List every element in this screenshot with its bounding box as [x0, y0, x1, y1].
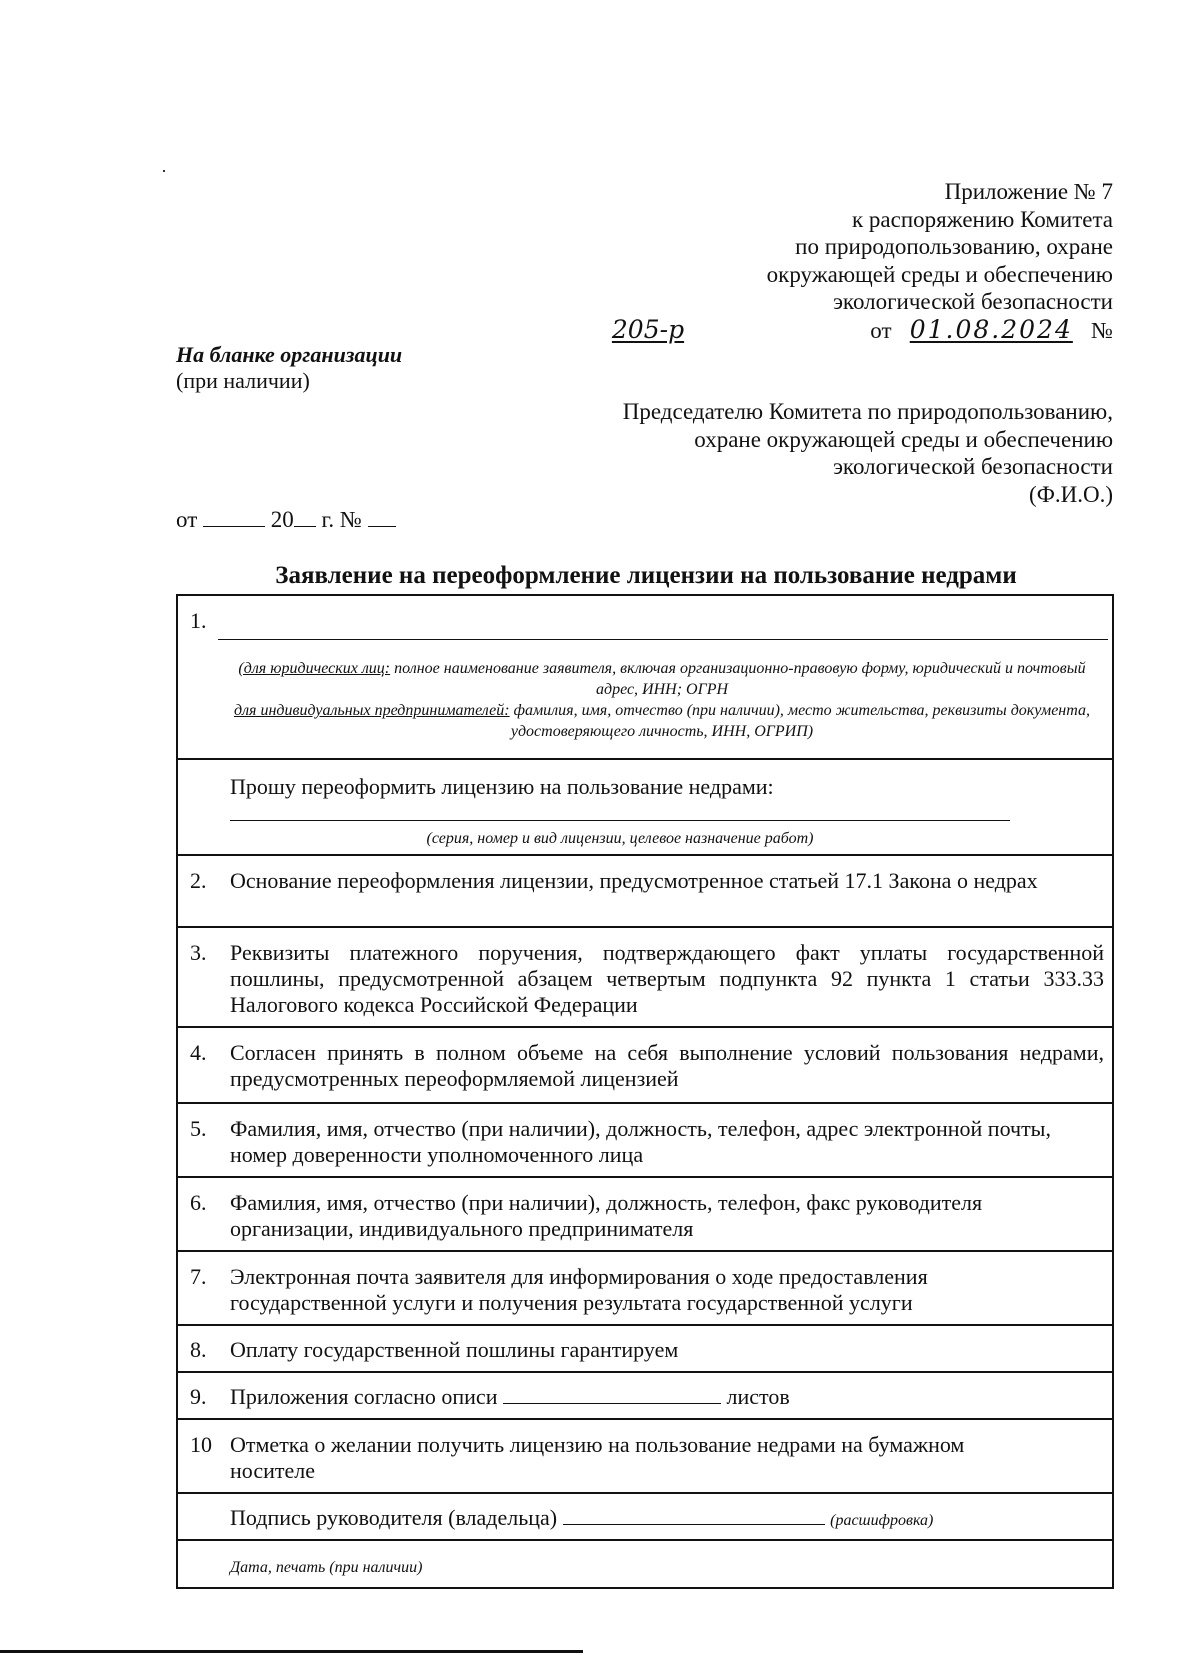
form-row-2	[178, 856, 1112, 928]
row-number: 2.	[190, 868, 207, 893]
hint-legal-entities-text: полное наименование заявителя, включая организационно-правовую форму, юридический и почтовый адрес, ИНН; ОГРН	[390, 660, 1086, 698]
row-text: Отметка о желании получить лицензию на пользование недрами на бумажном носителе	[230, 1432, 965, 1483]
license-details-hint: (серия, номер и вид лицензии, целевое назначение работ)	[426, 830, 814, 847]
row-number: 8.	[190, 1337, 207, 1362]
year-prefix: 20	[270, 507, 294, 532]
date-stamp-label: Дата, печать (при наличии)	[230, 1559, 423, 1576]
attachments-label: Приложения согласно описи	[230, 1384, 498, 1409]
page-bottom-rule	[0, 1650, 583, 1653]
recipient-line: охране окружающей среды и обеспечению	[694, 426, 1113, 452]
row-number: 9.	[190, 1384, 207, 1409]
application-form-table	[176, 594, 1114, 1589]
row-number: 7.	[190, 1264, 207, 1289]
signature-field[interactable]	[563, 1506, 825, 1525]
row-text: Основание переоформления лицензии, предусмотренное статьей 17.1 Закона о недрах	[230, 868, 1038, 893]
row-text: Согласен принять в полном объеме на себя выполнение условий пользования недрами, предусмотренных переоформляемой лицензией	[230, 1040, 1104, 1091]
form-row-4	[178, 1028, 1112, 1104]
form-row-signature	[178, 1494, 1112, 1541]
organization-letterhead-note	[176, 342, 402, 394]
form-row-10	[178, 1420, 1112, 1494]
annex-number-handwritten: 205-р	[611, 314, 685, 344]
hint-entrepreneurs-text: фамилия, имя, отчество (при наличии), место жительства, реквизиты документа, удостоверяющего личность, ИНН, ОГРИП)	[509, 702, 1090, 740]
hint-entrepreneurs-label: для индивидуальных предпринимателей:	[233, 702, 510, 719]
letterhead-title: На бланке организации	[176, 342, 403, 367]
license-details-field[interactable]	[230, 820, 1010, 821]
row-text: Реквизиты платежного поручения, подтверждающего факт уплаты государственной пошлины, предусмотренной абзацем четвертым подпункта 92 пункта 1 статьи 333.33 Налогового кодекса Российской Федерации	[230, 940, 1104, 1017]
row-text: Оплату государственной пошлины гарантируем	[230, 1337, 679, 1362]
form-row-1	[178, 596, 1112, 760]
annex-line: экологической безопасности	[833, 289, 1113, 314]
row-text: Фамилия, имя, отчество (при наличии), должность, телефон, адрес электронной почты, номер доверенности уполномоченного лица	[230, 1116, 1051, 1167]
attachments-sheets-field[interactable]	[503, 1385, 721, 1404]
annex-line: по природопользованию, охране	[795, 234, 1113, 259]
signature-decoding-hint: (расшифровка)	[830, 1512, 934, 1529]
applicant-name-field[interactable]	[218, 639, 1108, 640]
recipient-block	[493, 398, 1113, 508]
recipient-line: экологической безопасности	[833, 454, 1113, 479]
number-prefix: г. №	[321, 507, 362, 532]
annex-date-handwritten: 01.08.2024	[909, 314, 1073, 344]
annex-number-prefix: №	[1091, 317, 1113, 343]
annex-line: Приложение № 7	[944, 179, 1113, 204]
row-number: 10	[190, 1432, 212, 1457]
hint-legal-entities-label: (для юридических лиц:	[238, 660, 391, 677]
form-row-request	[178, 760, 1112, 856]
row-text: Электронная почта заявителя для информирования о ходе предоставления государственной услуги и получения результата государственной услуги	[230, 1264, 928, 1315]
form-row-5	[178, 1104, 1112, 1178]
annex-header	[593, 178, 1113, 344]
row-number: 6.	[190, 1190, 207, 1215]
signature-label: Подпись руководителя (владельца)	[230, 1505, 558, 1530]
row-number: 4.	[190, 1040, 207, 1065]
recipient-line: Председателю Комитета по природопользованию,	[622, 399, 1113, 424]
letterhead-subtitle: (при наличии)	[176, 368, 310, 393]
document-title: Заявление на переоформление лицензии на пользование недрами	[275, 562, 1017, 589]
row-number: 5.	[190, 1116, 207, 1141]
annex-date-number-line	[593, 316, 1113, 345]
recipient-line: (Ф.И.О.)	[1029, 481, 1113, 507]
request-text: Прошу переоформить лицензию на пользование недрами:	[230, 774, 774, 799]
form-row-date-stamp	[178, 1541, 1112, 1587]
row-text	[230, 1384, 1104, 1410]
form-row-7	[178, 1252, 1112, 1326]
row-number: 3.	[190, 940, 207, 965]
annex-from-prefix: от	[870, 317, 892, 343]
row-text: Фамилия, имя, отчество (при наличии), должность, телефон, факс руководителя организации, индивидуального предпринимателя	[230, 1190, 983, 1241]
form-row-8	[178, 1326, 1112, 1373]
annex-line: к распоряжению Комитета	[852, 206, 1113, 232]
from-prefix: от	[176, 507, 198, 532]
form-row-6	[178, 1178, 1112, 1252]
form-row-9	[178, 1373, 1112, 1420]
annex-line: окружающей среды и обеспечению	[766, 261, 1113, 287]
scan-speck	[163, 170, 165, 172]
date-blank[interactable]	[203, 508, 265, 527]
form-row-3	[178, 928, 1112, 1028]
number-blank[interactable]	[368, 508, 396, 527]
applicant-field-hint	[218, 658, 1106, 742]
sheets-label: листов	[726, 1384, 790, 1409]
year-blank[interactable]	[294, 508, 316, 527]
row-number: 1.	[190, 608, 207, 633]
signature-line	[230, 1505, 1104, 1534]
outgoing-date-number-line	[176, 507, 396, 533]
